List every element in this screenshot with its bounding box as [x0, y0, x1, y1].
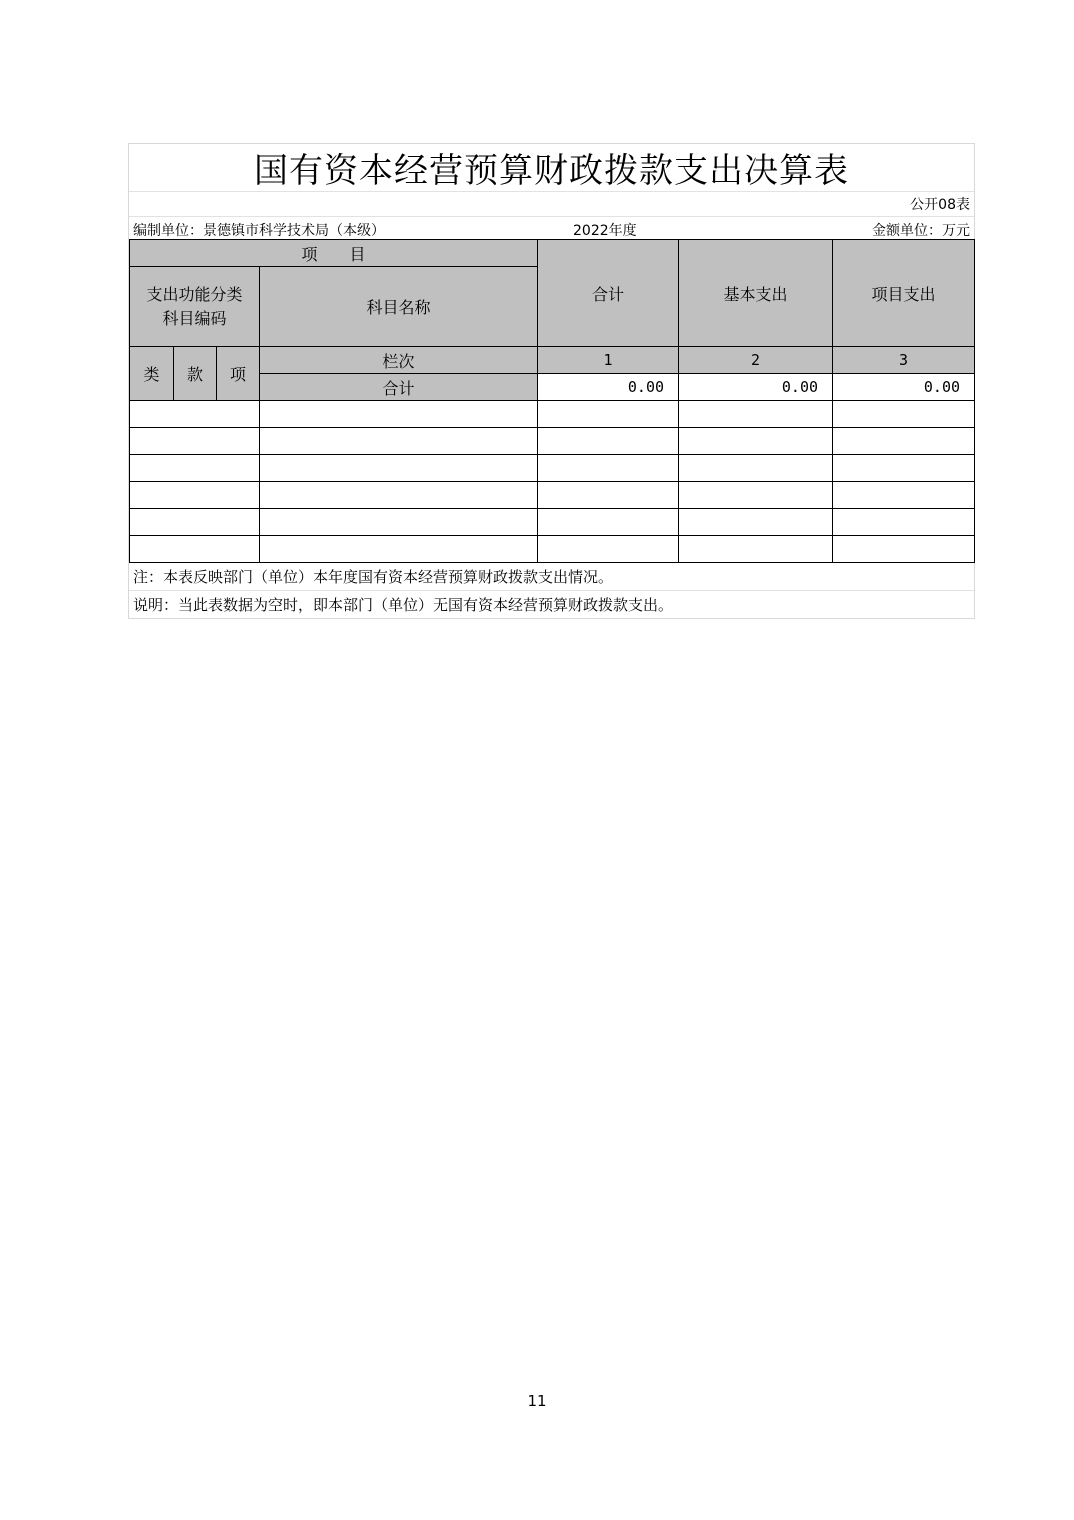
header-basic-expenditure: 基本支出: [679, 240, 833, 347]
report-year: 2022年度: [573, 223, 637, 239]
table-row: [130, 455, 975, 482]
expenditure-table: [129, 239, 975, 563]
header-function-code-line2: 科目编码: [162, 308, 227, 328]
table-row: [130, 482, 975, 509]
total-value-total: 0.00: [538, 374, 679, 401]
header-project-expenditure: 项目支出: [833, 240, 975, 347]
table-row: [130, 509, 975, 536]
compiling-unit: 编制单位：景德镇市科学技术局（本级）: [133, 223, 385, 239]
total-value-project: 0.00: [833, 374, 975, 401]
report-title: 国有资本经营预算财政拨款支出决算表: [129, 144, 974, 192]
table-explanation: 说明：当此表数据为空时，即本部门（单位）无国有资本经营预算财政拨款支出。: [129, 590, 974, 618]
header-kuan: 款: [174, 347, 217, 401]
page-number: 11: [527, 1392, 547, 1410]
column-number-2: 2: [679, 347, 833, 374]
column-number-1: 1: [538, 347, 679, 374]
total-value-basic: 0.00: [679, 374, 833, 401]
header-xiang: 项: [217, 347, 260, 401]
table-row: [130, 536, 975, 563]
report-meta: [129, 217, 974, 239]
column-number-3: 3: [833, 347, 975, 374]
header-lei: 类: [130, 347, 174, 401]
table-code: 公开08表: [129, 192, 974, 217]
table-row: [130, 428, 975, 455]
table-row: [130, 401, 975, 428]
column-order-label: 栏次: [260, 347, 538, 374]
total-row-label: 合计: [260, 374, 538, 401]
header-function-code-line1: 支出功能分类: [146, 284, 243, 304]
header-item: 项 目: [130, 240, 538, 267]
report-sheet: [128, 143, 975, 619]
money-unit: 金额单位：万元: [872, 223, 970, 239]
header-total: 合计: [538, 240, 679, 347]
table-note: 注：本表反映部门（单位）本年度国有资本经营预算财政拨款支出情况。: [133, 568, 614, 586]
header-function-code: [130, 267, 260, 347]
header-subject-name: 科目名称: [260, 267, 538, 347]
